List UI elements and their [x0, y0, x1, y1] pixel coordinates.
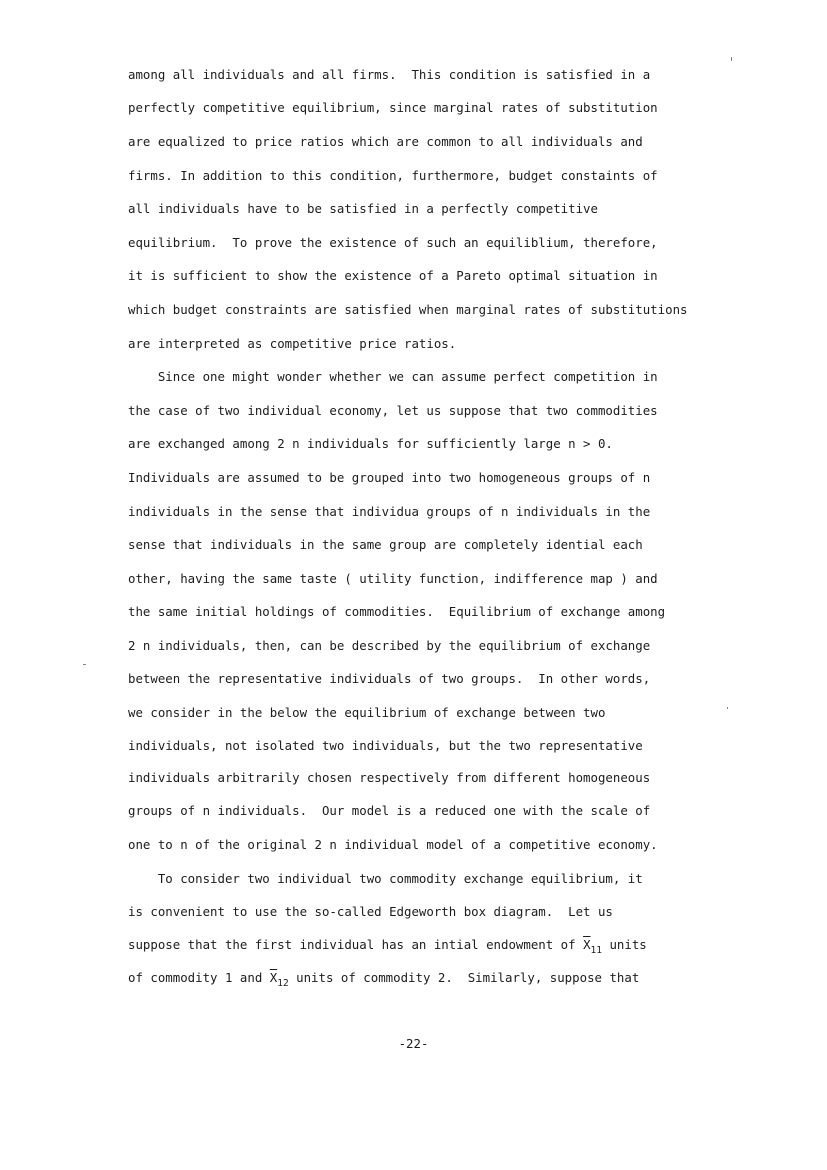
scan-speck: [731, 57, 732, 61]
text-segment: of commodity 1 and: [128, 970, 270, 985]
page-number: -22-: [398, 1036, 429, 1051]
text-line: are interpreted as competitive price ratios.: [128, 336, 457, 351]
text-segment: suppose that the first individual has an intial endowment of: [128, 937, 584, 952]
text-line: equilibrium. To prove the existence of such an equiliblium, therefore,: [128, 235, 658, 250]
text-line: the same initial holdings of commodities. Equilibrium of exchange among: [128, 604, 666, 619]
text-line: individuals, not isolated two individuals, but the two representative: [128, 738, 643, 753]
text-line: which budget constraints are satisfied when marginal rates of substitutions: [128, 302, 688, 317]
text-line: it is sufficient to show the existence of a Pareto optimal situation in: [128, 268, 658, 283]
subscript: 12: [277, 978, 289, 989]
text-line: [128, 970, 640, 989]
text-line: the case of two individual economy, let us suppose that two commodities: [128, 403, 658, 418]
text-line: To consider two individual two commodity exchange equilibrium, it: [128, 871, 643, 886]
text-line: sense that individuals in the same group are completely idential each: [128, 537, 643, 552]
text-line: individuals in the sense that individua groups of n individuals in the: [128, 504, 651, 519]
text-line: firms. In addition to this condition, furthermore, budget constaints of: [128, 168, 658, 183]
text-line: all individuals have to be satisfied in a perfectly competitive: [128, 201, 598, 216]
text-line: are equalized to price ratios which are common to all individuals and: [128, 134, 643, 149]
text-line: perfectly competitive equilibrium, since marginal rates of substitution: [128, 100, 658, 115]
text-line: is convenient to use the so-called Edgeworth box diagram. Let us: [128, 904, 613, 919]
text-line: other, having the same taste ( utility function, indifference map ) and: [128, 571, 658, 586]
text-line: groups of n individuals. Our model is a reduced one with the scale of: [128, 803, 651, 818]
scan-speck: [83, 664, 86, 665]
text-line: among all individuals and all firms. This condition is satisfied in a: [128, 67, 651, 82]
text-line: 2 n individuals, then, can be described by the equilibrium of exchange: [128, 638, 651, 653]
text-line: are exchanged among 2 n individuals for sufficiently large n > 0.: [128, 436, 613, 451]
text-line: Individuals are assumed to be grouped into two homogeneous groups of n: [128, 470, 651, 485]
text-line: [128, 937, 647, 956]
text-line: we consider in the below the equilibrium of exchange between two: [128, 705, 606, 720]
text-segment: units: [601, 937, 647, 952]
x-bar-symbol: $\overline{X}$: [269, 970, 278, 985]
text-line: individuals arbitrarily chosen respectively from different homogeneous: [128, 770, 651, 785]
x-bar-symbol: $\overline{X}$: [583, 937, 591, 952]
text-line: Since one might wonder whether we can assume perfect competition in: [128, 369, 658, 384]
text-segment: units of commodity 2. Similarly, suppose that: [288, 970, 640, 985]
scan-speck: [727, 707, 728, 709]
text-line: between the representative individuals of two groups. In other words,: [128, 671, 651, 686]
text-line: one to n of the original 2 n individual model of a competitive economy.: [128, 837, 658, 852]
subscript: 11: [590, 945, 602, 956]
